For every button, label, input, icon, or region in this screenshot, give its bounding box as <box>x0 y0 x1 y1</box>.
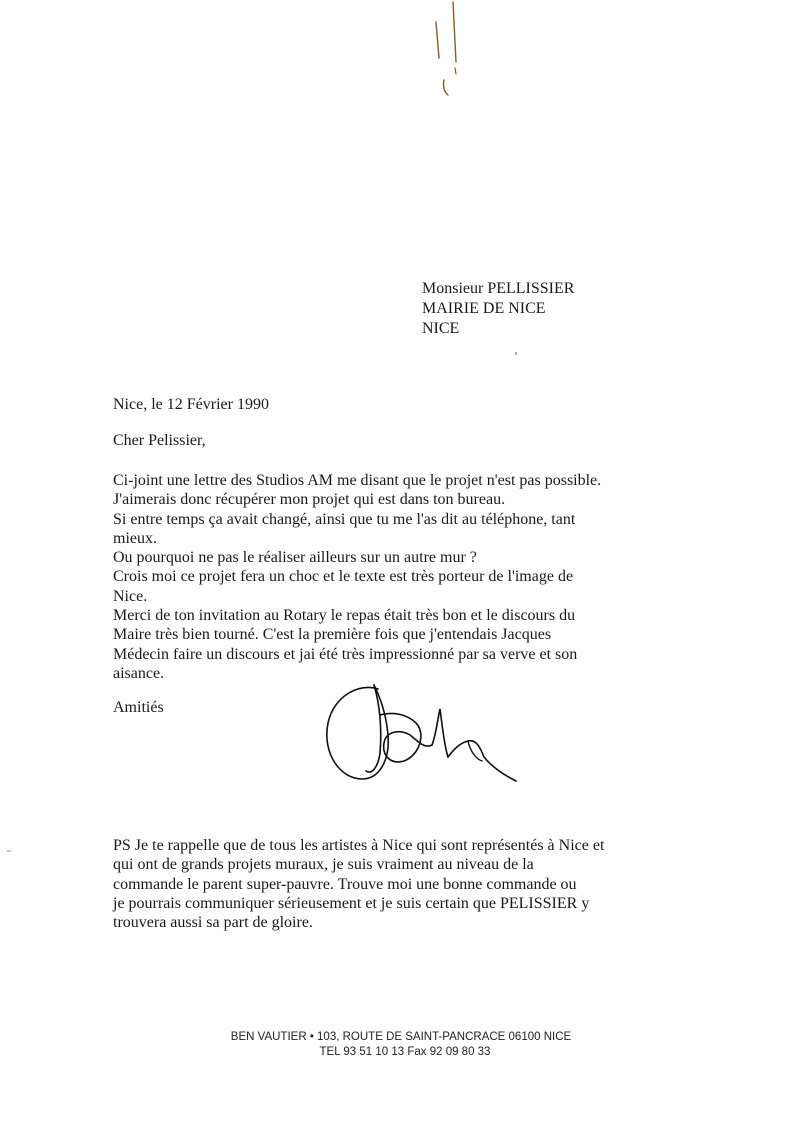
letter-closing: Amitiés <box>113 699 164 716</box>
pencil-marks <box>420 0 480 110</box>
letter-greeting: Cher Pelissier, <box>113 432 206 449</box>
paper-speck <box>6 850 12 852</box>
body-line: aisance. <box>113 664 165 682</box>
body-line: Maire très bien tourné. C'est la première fois que j'entendais Jacques <box>113 626 552 644</box>
body-line: Crois moi ce projet fera un choc et le texte est très porteur de l'image de <box>113 568 574 586</box>
letterhead-footer <box>0 1030 800 1060</box>
addressee-office: MAIRIE DE NICE <box>422 300 546 317</box>
paper-speck <box>515 352 517 355</box>
ps-line: qui ont de grands projets muraux, je suis vraiment au niveau de la <box>113 856 534 874</box>
ps-line: je pourrais communiquer sérieusement et je suis certain que PELISSIER y <box>113 894 590 912</box>
footer-address: BEN VAUTIER • 103, ROUTE DE SAINT-PANCRACE 06100 NICE <box>230 1031 572 1043</box>
body-line: Merci de ton invitation au Rotary le repas était très bon et le discours du <box>113 607 576 625</box>
body-line: Médecin faire un discours et jai été très impressionné par sa verve et son <box>113 645 578 663</box>
body-line: mieux. <box>113 529 157 547</box>
ps-line: commande le parent super-pauvre. Trouve moi une bonne commande ou <box>113 875 577 893</box>
body-line: Ou pourquoi ne pas le réaliser ailleurs sur un autre mur ? <box>113 549 477 567</box>
body-line: Nice. <box>113 587 148 605</box>
ps-line: trouvera aussi sa part de gloire. <box>113 914 313 932</box>
footer-phone-fax: TEL 93 51 10 13 Fax 92 09 80 33 <box>319 1046 491 1058</box>
handwritten-signature <box>320 675 530 790</box>
body-line: Si entre temps ça avait changé, ainsi que tu me l'as dit au téléphone, tant <box>113 510 576 528</box>
addressee-city: NICE <box>422 320 460 337</box>
addressee-name: Monsieur PELLISSIER <box>422 280 575 297</box>
postscript <box>113 836 703 932</box>
letter-date: Nice, le 12 Février 1990 <box>113 396 269 413</box>
body-line: Ci-joint une lettre des Studios AM me disant que le projet n'est pas possible. <box>113 472 602 489</box>
ps-line: PS Je te rappelle que de tous les artistes à Nice qui sont représentés à Nice et <box>113 837 605 854</box>
body-line: J'aimerais donc récupérer mon projet qui est dans ton bureau. <box>113 491 506 509</box>
letter-body <box>113 471 703 683</box>
addressee-block <box>422 279 574 339</box>
